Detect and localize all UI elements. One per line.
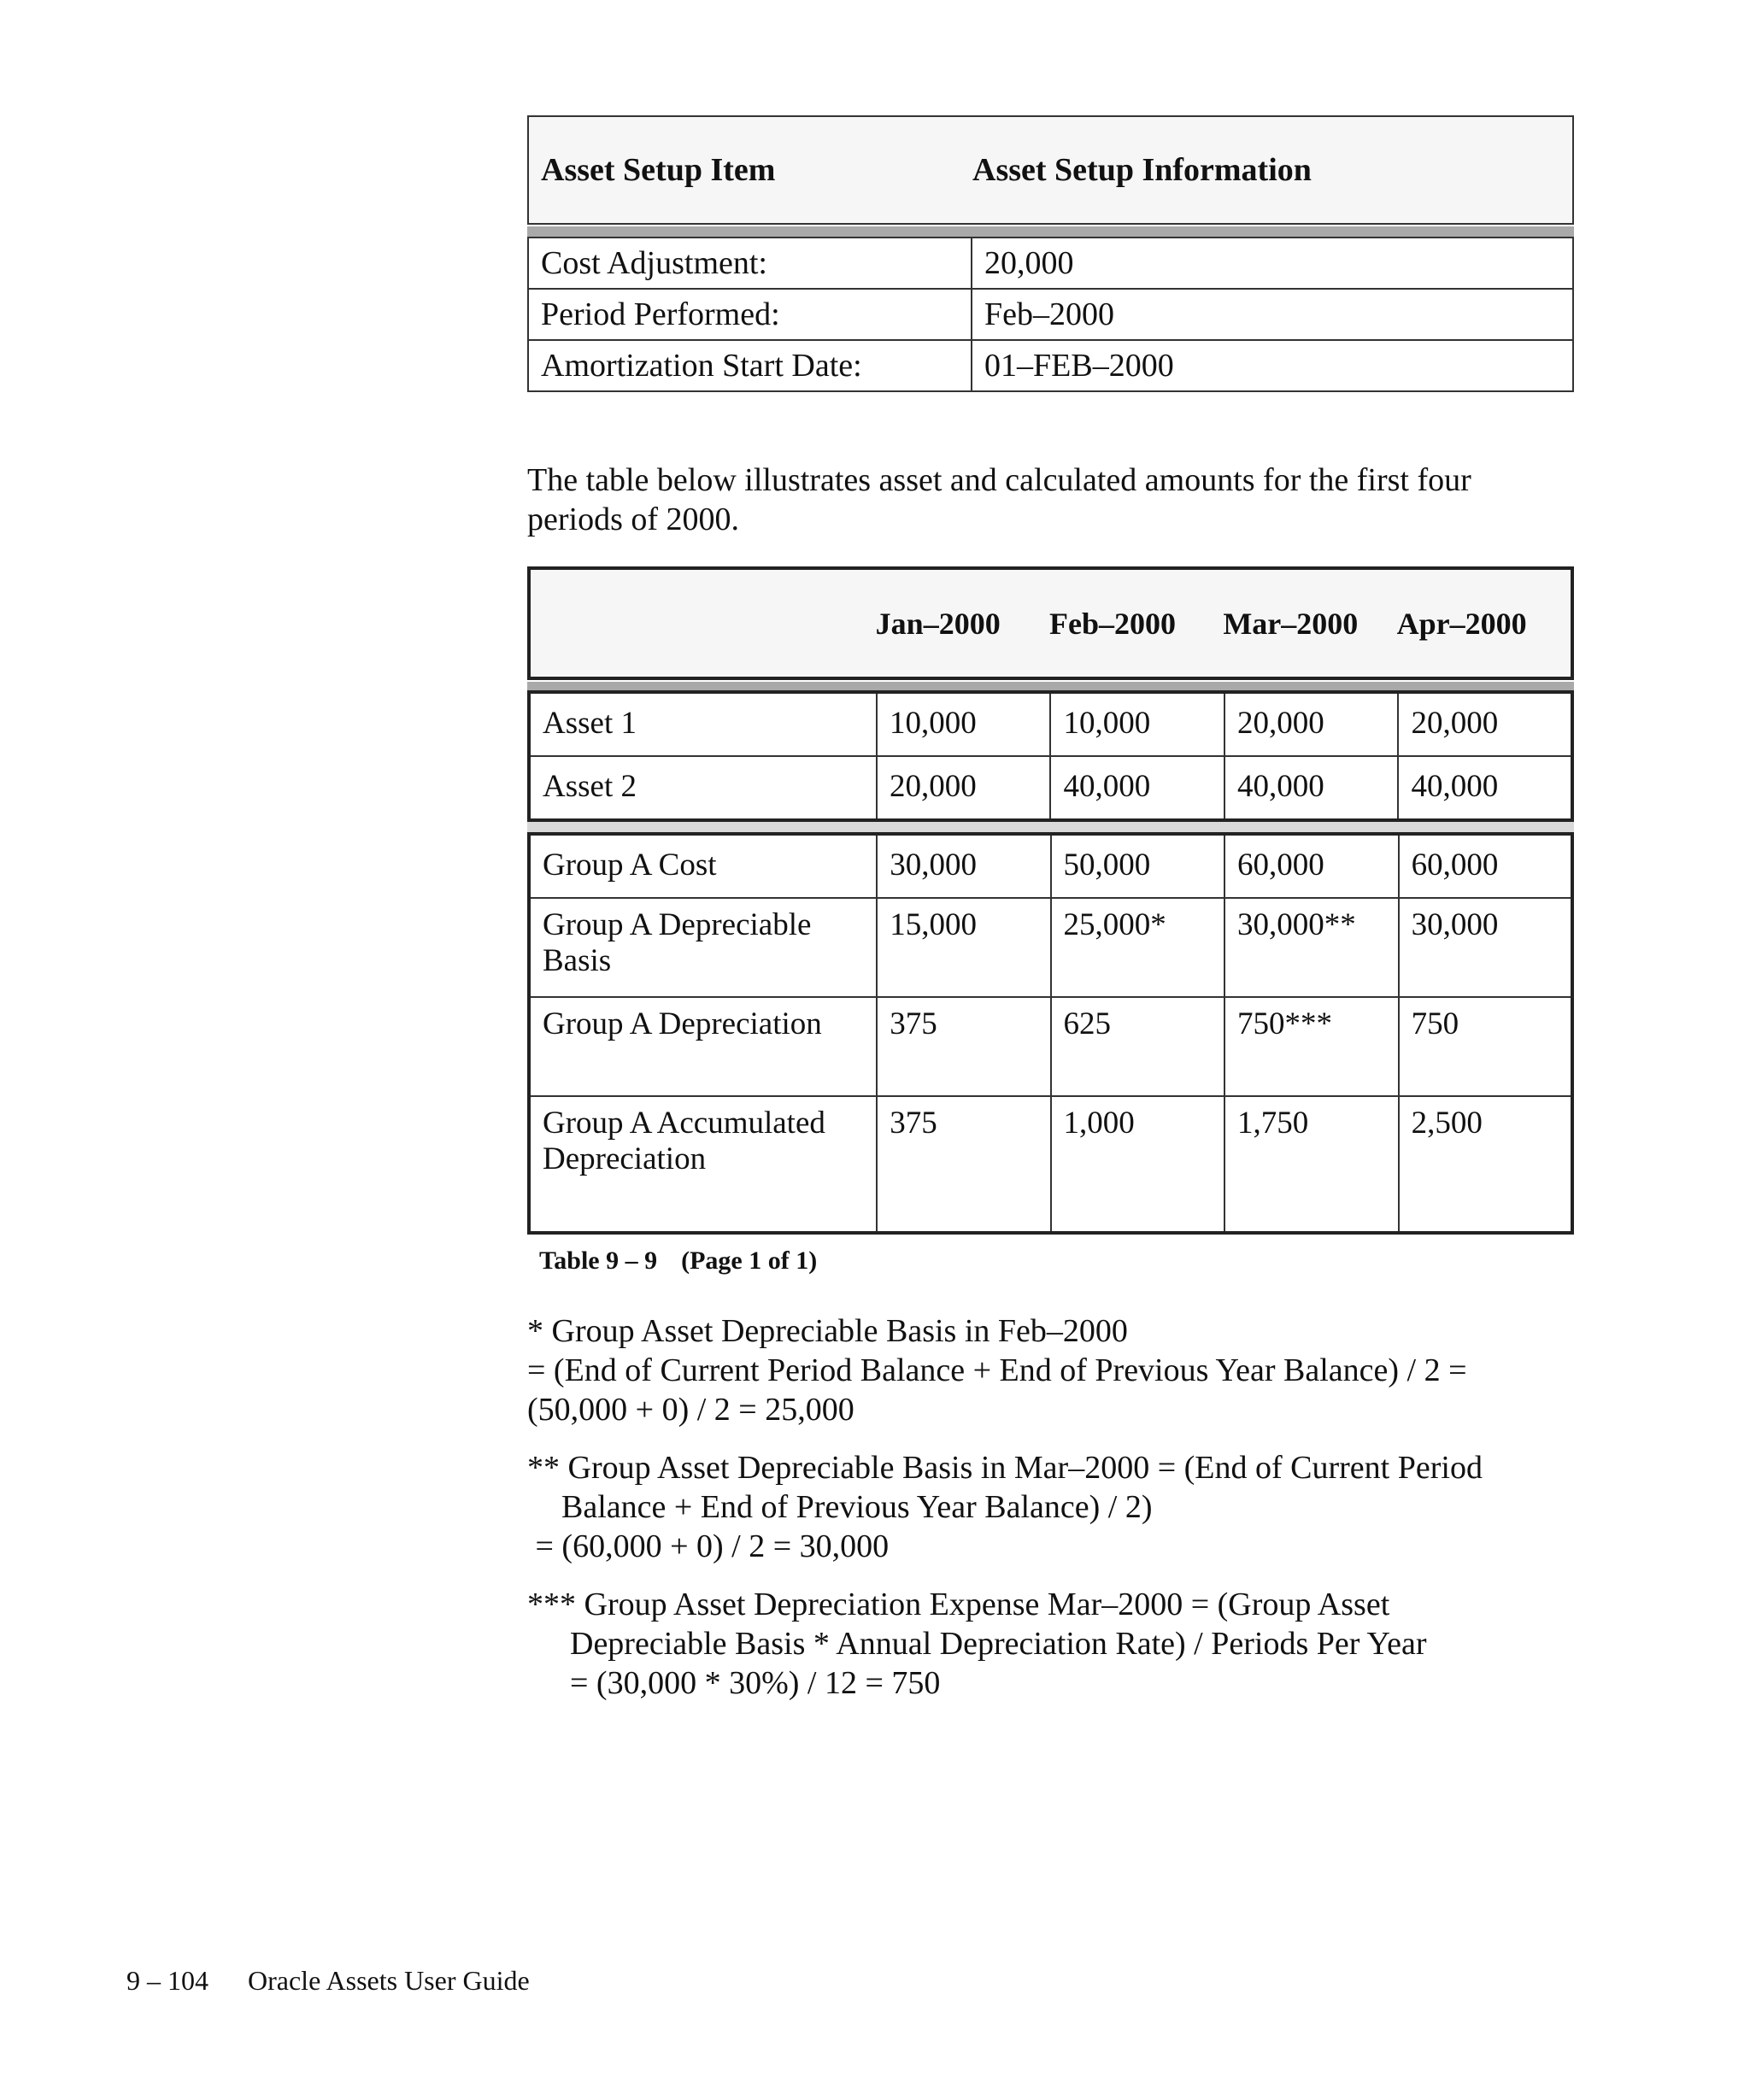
row-label: Group A Accumulated Depreciation — [529, 1096, 877, 1233]
cell-value: 50,000 — [1051, 834, 1224, 898]
cell-value: 60,000 — [1399, 834, 1572, 898]
cell-value: 750 — [1399, 997, 1572, 1096]
column-header-mar: Mar–2000 — [1223, 606, 1359, 641]
footnote-line: *** Group Asset Depreciation Expense Mar–2000 = (Group Asset — [527, 1587, 1390, 1622]
header-separator — [527, 682, 1574, 690]
cell-value: 40,000 — [1224, 756, 1399, 820]
table-row — [529, 692, 1572, 756]
cell-value: 40,000 — [1050, 756, 1224, 820]
table-row — [529, 898, 1572, 997]
footnote-line: Depreciable Basis * Annual Depreciation Rate) / Periods Per Year — [570, 1626, 1427, 1662]
cell-value: 30,000** — [1224, 898, 1399, 997]
cell-value: 625 — [1051, 997, 1224, 1096]
column-header-jan: Jan–2000 — [875, 606, 1001, 641]
group-rows-table — [527, 832, 1574, 1235]
footnotes — [527, 1311, 1574, 1703]
table-row — [529, 997, 1572, 1096]
setup-header-info: Asset Setup Information — [972, 152, 1312, 188]
footnote-line: * Group Asset Depreciable Basis in Feb–2000 — [527, 1313, 1128, 1349]
table-caption — [539, 1247, 1574, 1276]
cell-value: 60,000 — [1224, 834, 1399, 898]
cell-value: 1,750 — [1224, 1096, 1399, 1233]
cell-value: 375 — [877, 997, 1050, 1096]
page-number: 9 – 104 — [126, 1965, 208, 1996]
footnote-2 — [527, 1448, 1574, 1566]
cell-value: 2,500 — [1399, 1096, 1572, 1233]
footnote-line: (50,000 + 0) / 2 = 25,000 — [527, 1392, 854, 1428]
column-header-feb: Feb–2000 — [1049, 606, 1176, 641]
table-row — [529, 1096, 1572, 1233]
cell-value: 20,000 — [877, 756, 1051, 820]
group-separator — [527, 822, 1574, 832]
footnote-line: = (End of Current Period Balance + End of Previous Year Balance) / 2 = — [527, 1352, 1467, 1388]
footnote-line: = (60,000 + 0) / 2 = 30,000 — [527, 1528, 890, 1564]
setup-header-item: Asset Setup Item — [541, 152, 776, 188]
setup-item: Cost Adjustment: — [528, 238, 972, 289]
cell-value: 20,000 — [1398, 692, 1572, 756]
amounts-table-header — [527, 566, 1574, 680]
row-label: Asset 2 — [529, 756, 877, 820]
cell-value: 10,000 — [1050, 692, 1224, 756]
footnote-line: = (30,000 * 30%) / 12 = 750 — [570, 1665, 941, 1701]
setup-item: Period Performed: — [528, 289, 972, 340]
footnote-1 — [527, 1311, 1574, 1429]
row-label: Group A Cost — [529, 834, 877, 898]
header-separator — [527, 226, 1574, 237]
page-content — [527, 115, 1574, 1722]
table-row — [529, 834, 1572, 898]
cell-value: 30,000 — [877, 834, 1050, 898]
cell-value: 30,000 — [1399, 898, 1572, 997]
setup-table — [527, 237, 1574, 392]
cell-value: 15,000 — [877, 898, 1050, 997]
setup-info: 20,000 — [972, 238, 1573, 289]
table-page: (Page 1 of 1) — [681, 1247, 818, 1275]
footnote-line: ** Group Asset Depreciable Basis in Mar–2000 = (End of Current Period — [527, 1450, 1483, 1486]
row-label: Group A Depreciation — [529, 997, 877, 1096]
book-title: Oracle Assets User Guide — [248, 1965, 530, 1996]
setup-item: Amortization Start Date: — [528, 340, 972, 391]
setup-info: 01–FEB–2000 — [972, 340, 1573, 391]
table-row — [528, 340, 1573, 391]
asset-rows-table — [527, 690, 1574, 822]
setup-info: Feb–2000 — [972, 289, 1573, 340]
row-label: Group A Depreciable Basis — [529, 898, 877, 997]
cell-value: 375 — [877, 1096, 1050, 1233]
footnote-line: Balance + End of Previous Year Balance) / 2) — [561, 1489, 1153, 1525]
cell-value: 750*** — [1224, 997, 1399, 1096]
cell-value: 10,000 — [877, 692, 1051, 756]
table-row — [529, 756, 1572, 820]
row-label: Asset 1 — [529, 692, 877, 756]
table-row — [528, 238, 1573, 289]
cell-value: 25,000* — [1051, 898, 1224, 997]
table-row — [528, 289, 1573, 340]
cell-value: 20,000 — [1224, 692, 1399, 756]
intro-paragraph: The table below illustrates asset and calculated amounts for the first four periods of 2000. — [527, 462, 1471, 537]
table-number: Table 9 – 9 — [539, 1247, 658, 1275]
cell-value: 1,000 — [1051, 1096, 1224, 1233]
page-footer — [126, 1965, 530, 1997]
footnote-3 — [527, 1585, 1574, 1703]
setup-table-header — [527, 115, 1574, 225]
cell-value: 40,000 — [1398, 756, 1572, 820]
column-header-apr: Apr–2000 — [1396, 606, 1527, 641]
